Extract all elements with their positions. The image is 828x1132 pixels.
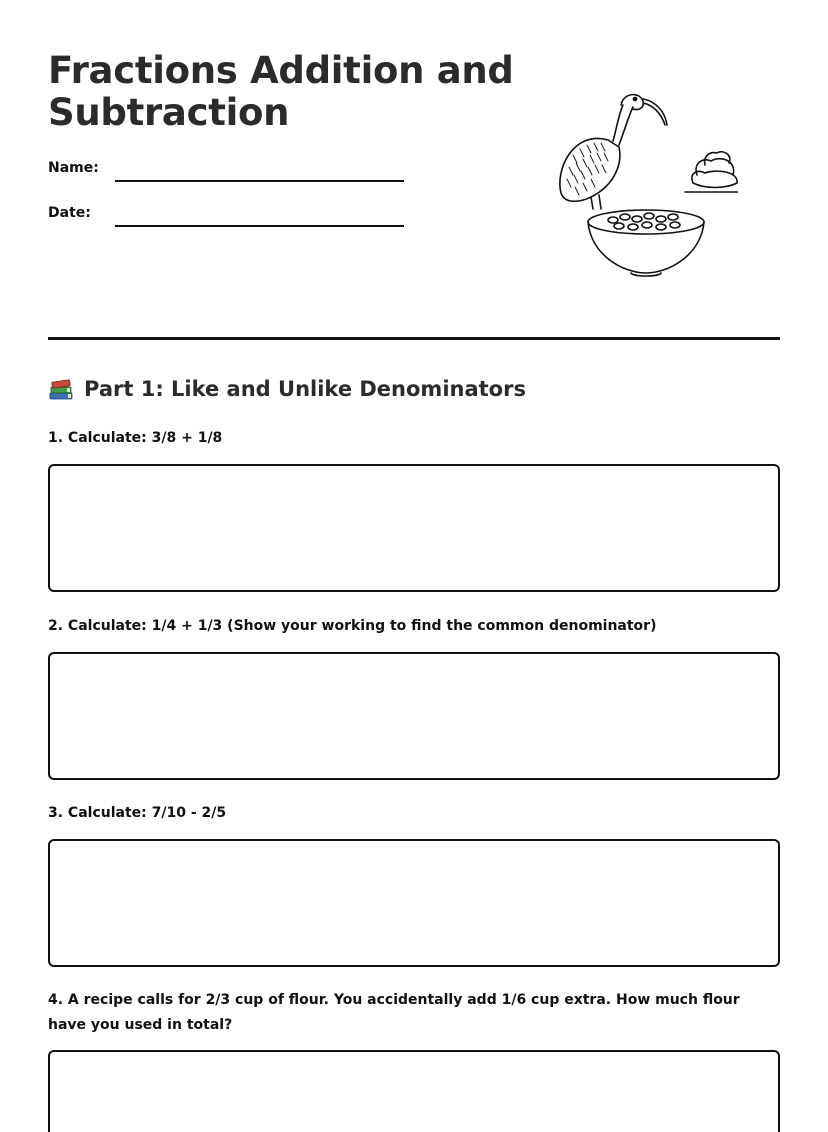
answer-box-question-2[interactable] bbox=[48, 652, 780, 780]
section-heading-part-1 bbox=[48, 374, 526, 404]
page-title: Fractions Addition and Subtraction bbox=[48, 49, 514, 134]
question-1-text: 1. Calculate: 3/8 + 1/8 bbox=[48, 430, 223, 446]
worksheet-header bbox=[48, 0, 780, 340]
question-2-text: 2. Calculate: 1/4 + 1/3 (Show your working to find the common denominator) bbox=[48, 618, 657, 634]
name-field-row bbox=[48, 156, 408, 186]
answer-box-question-3[interactable] bbox=[48, 839, 780, 967]
date-field[interactable] bbox=[115, 225, 404, 227]
question-4-text: 4. A recipe calls for 2/3 cup of flour. You accidentally add 1/6 cup extra. How much flour have you used in total? bbox=[48, 992, 740, 1033]
section-heading-label: Part 1: Like and Unlike Denominators bbox=[84, 377, 526, 401]
date-label: Date: bbox=[48, 205, 91, 221]
name-field[interactable] bbox=[115, 180, 404, 182]
header-divider bbox=[48, 337, 780, 340]
answer-box-question-1[interactable] bbox=[48, 464, 780, 592]
worksheet-page bbox=[48, 0, 780, 1118]
books-icon bbox=[48, 376, 74, 402]
question-3-text: 3. Calculate: 7/10 - 2/5 bbox=[48, 805, 227, 821]
ibis-bird-with-bowl-illustration bbox=[553, 85, 738, 285]
date-field-row bbox=[48, 201, 408, 231]
name-label: Name: bbox=[48, 160, 99, 176]
answer-box-question-4[interactable] bbox=[48, 1050, 780, 1132]
